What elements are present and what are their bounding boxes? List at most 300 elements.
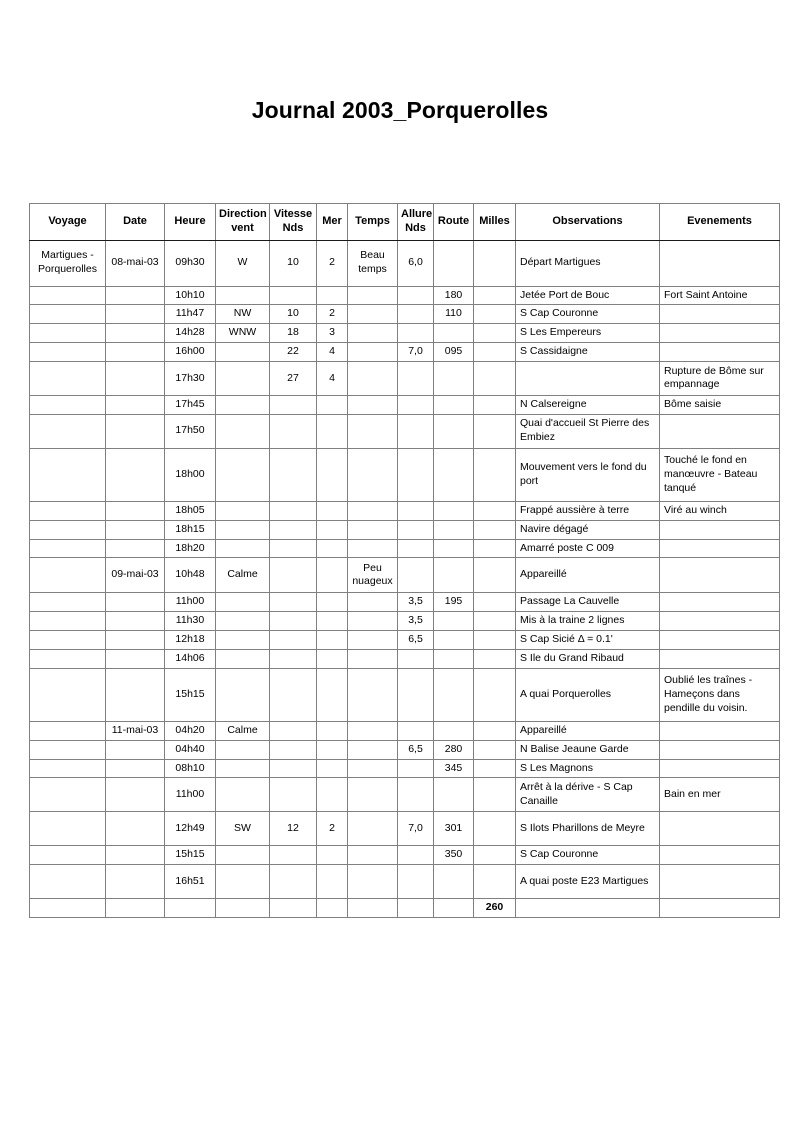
- cell-route: [434, 649, 474, 668]
- cell-temps: [348, 361, 398, 395]
- cell-temps: [348, 305, 398, 324]
- table-header: [30, 204, 780, 241]
- cell-date: [106, 305, 165, 324]
- cell-heure: 15h15: [165, 846, 216, 865]
- cell-voyage: [30, 395, 106, 414]
- cell-vitesse-nds: [270, 865, 317, 899]
- cell-route: [434, 631, 474, 650]
- table-row: [30, 240, 780, 286]
- logbook-table-container: [29, 203, 779, 918]
- cell-milles: [474, 395, 516, 414]
- cell-direction-vent: NW: [216, 305, 270, 324]
- cell-route: 195: [434, 593, 474, 612]
- cell-date: 11-mai-03: [106, 721, 165, 740]
- cell-heure: 09h30: [165, 240, 216, 286]
- cell-mer: [317, 846, 348, 865]
- cell-mer: [317, 759, 348, 778]
- cell-allure-nds: 7,0: [398, 343, 434, 362]
- cell-observations: Frappé aussière à terre: [516, 501, 660, 520]
- table-row: [30, 631, 780, 650]
- cell-heure: 11h00: [165, 778, 216, 812]
- cell-voyage: [30, 448, 106, 501]
- cell-evenements: Viré au winch: [660, 501, 780, 520]
- cell-temps: [348, 759, 398, 778]
- cell-observations: Appareillé: [516, 721, 660, 740]
- table-row: [30, 448, 780, 501]
- cell-vitesse-nds: 18: [270, 324, 317, 343]
- cell-route: 110: [434, 305, 474, 324]
- cell-date: 09-mai-03: [106, 558, 165, 593]
- cell-temps: [348, 520, 398, 539]
- cell-mer: [317, 649, 348, 668]
- cell-mer: 4: [317, 343, 348, 362]
- cell-observations: Mis à la traine 2 lignes: [516, 612, 660, 631]
- cell-evenements: Bain en mer: [660, 778, 780, 812]
- cell-voyage: [30, 812, 106, 846]
- cell-allure-nds: [398, 846, 434, 865]
- cell-heure: 11h00: [165, 593, 216, 612]
- cell-observations: S Cap Sicié Δ = 0.1': [516, 631, 660, 650]
- table-total-row: [30, 899, 780, 918]
- cell-milles: [474, 778, 516, 812]
- cell-heure: 14h28: [165, 324, 216, 343]
- cell-direction-vent: [216, 899, 270, 918]
- cell-allure-nds: [398, 361, 434, 395]
- cell-heure: 04h40: [165, 740, 216, 759]
- cell-observations: N Calsereigne: [516, 395, 660, 414]
- cell-direction-vent: Calme: [216, 558, 270, 593]
- cell-mer: [317, 899, 348, 918]
- cell-milles: 260: [474, 899, 516, 918]
- cell-temps: [348, 501, 398, 520]
- cell-heure: 15h15: [165, 668, 216, 721]
- table-row: [30, 361, 780, 395]
- cell-voyage: [30, 865, 106, 899]
- cell-heure: [165, 899, 216, 918]
- cell-voyage: [30, 721, 106, 740]
- cell-direction-vent: [216, 649, 270, 668]
- cell-date: [106, 593, 165, 612]
- cell-route: 350: [434, 846, 474, 865]
- cell-route: [434, 240, 474, 286]
- cell-temps: [348, 448, 398, 501]
- cell-vitesse-nds: [270, 899, 317, 918]
- cell-allure-nds: [398, 899, 434, 918]
- cell-mer: [317, 593, 348, 612]
- cell-date: [106, 612, 165, 631]
- cell-allure-nds: 7,0: [398, 812, 434, 846]
- cell-route: [434, 324, 474, 343]
- cell-milles: [474, 631, 516, 650]
- cell-vitesse-nds: [270, 448, 317, 501]
- cell-evenements: [660, 649, 780, 668]
- cell-observations: S Cassidaigne: [516, 343, 660, 362]
- cell-vitesse-nds: 12: [270, 812, 317, 846]
- cell-observations: Appareillé: [516, 558, 660, 593]
- cell-heure: 17h50: [165, 414, 216, 448]
- table-row: [30, 778, 780, 812]
- cell-vitesse-nds: [270, 740, 317, 759]
- cell-milles: [474, 558, 516, 593]
- cell-vitesse-nds: [270, 668, 317, 721]
- cell-date: [106, 740, 165, 759]
- cell-evenements: [660, 324, 780, 343]
- cell-allure-nds: [398, 668, 434, 721]
- cell-evenements: [660, 558, 780, 593]
- cell-observations: S Les Empereurs: [516, 324, 660, 343]
- cell-milles: [474, 305, 516, 324]
- cell-milles: [474, 812, 516, 846]
- table-row: [30, 649, 780, 668]
- cell-allure-nds: [398, 649, 434, 668]
- cell-milles: [474, 721, 516, 740]
- cell-vitesse-nds: [270, 721, 317, 740]
- cell-temps: [348, 343, 398, 362]
- cell-mer: [317, 448, 348, 501]
- cell-mer: [317, 668, 348, 721]
- cell-allure-nds: [398, 305, 434, 324]
- cell-allure-nds: 3,5: [398, 612, 434, 631]
- cell-temps: [348, 324, 398, 343]
- cell-observations: S Cap Couronne: [516, 846, 660, 865]
- cell-voyage: Martigues - Porquerolles: [30, 240, 106, 286]
- cell-evenements: [660, 759, 780, 778]
- cell-heure: 16h51: [165, 865, 216, 899]
- cell-heure: 12h18: [165, 631, 216, 650]
- cell-observations: Navire dégagé: [516, 520, 660, 539]
- cell-date: [106, 361, 165, 395]
- cell-evenements: [660, 305, 780, 324]
- cell-direction-vent: SW: [216, 812, 270, 846]
- cell-allure-nds: [398, 778, 434, 812]
- cell-milles: [474, 501, 516, 520]
- table-header-row: [30, 204, 780, 241]
- cell-voyage: [30, 343, 106, 362]
- cell-direction-vent: [216, 593, 270, 612]
- cell-milles: [474, 612, 516, 631]
- cell-heure: 18h00: [165, 448, 216, 501]
- cell-allure-nds: 6,5: [398, 740, 434, 759]
- table-row: [30, 324, 780, 343]
- cell-route: [434, 778, 474, 812]
- cell-temps: [348, 812, 398, 846]
- cell-heure: 18h15: [165, 520, 216, 539]
- table-row: [30, 721, 780, 740]
- table-row: [30, 520, 780, 539]
- cell-observations: Départ Martigues: [516, 240, 660, 286]
- cell-direction-vent: [216, 846, 270, 865]
- cell-allure-nds: [398, 520, 434, 539]
- cell-route: [434, 899, 474, 918]
- table-row: [30, 286, 780, 305]
- cell-direction-vent: [216, 414, 270, 448]
- table-row: [30, 414, 780, 448]
- cell-voyage: [30, 361, 106, 395]
- cell-observations: S Ile du Grand Ribaud: [516, 649, 660, 668]
- cell-vitesse-nds: [270, 631, 317, 650]
- cell-voyage: [30, 593, 106, 612]
- column-header-allure-nds: Allure Nds: [398, 204, 434, 241]
- cell-evenements: [660, 812, 780, 846]
- cell-temps: Peu nuageux: [348, 558, 398, 593]
- cell-evenements: [660, 721, 780, 740]
- cell-mer: [317, 740, 348, 759]
- cell-mer: [317, 778, 348, 812]
- cell-mer: [317, 865, 348, 899]
- cell-date: [106, 414, 165, 448]
- table-row: [30, 593, 780, 612]
- table-body: [30, 240, 780, 918]
- cell-allure-nds: [398, 414, 434, 448]
- cell-evenements: [660, 612, 780, 631]
- cell-temps: [348, 649, 398, 668]
- cell-date: [106, 649, 165, 668]
- cell-mer: [317, 539, 348, 558]
- cell-heure: 04h20: [165, 721, 216, 740]
- cell-allure-nds: [398, 448, 434, 501]
- cell-date: [106, 395, 165, 414]
- cell-vitesse-nds: [270, 414, 317, 448]
- cell-heure: 16h00: [165, 343, 216, 362]
- table-row: [30, 668, 780, 721]
- cell-milles: [474, 240, 516, 286]
- cell-vitesse-nds: [270, 501, 317, 520]
- cell-observations: S Ilots Pharillons de Meyre: [516, 812, 660, 846]
- cell-vitesse-nds: [270, 395, 317, 414]
- cell-direction-vent: W: [216, 240, 270, 286]
- cell-date: [106, 539, 165, 558]
- cell-direction-vent: [216, 539, 270, 558]
- table-row: [30, 395, 780, 414]
- cell-date: [106, 448, 165, 501]
- cell-allure-nds: 6,0: [398, 240, 434, 286]
- cell-vitesse-nds: 22: [270, 343, 317, 362]
- cell-milles: [474, 865, 516, 899]
- cell-temps: [348, 631, 398, 650]
- cell-milles: [474, 649, 516, 668]
- cell-mer: [317, 558, 348, 593]
- cell-date: [106, 324, 165, 343]
- cell-observations: Arrêt à la dérive - S Cap Canaille: [516, 778, 660, 812]
- table-row: [30, 558, 780, 593]
- cell-observations: Quai d'accueil St Pierre des Embiez: [516, 414, 660, 448]
- cell-evenements: [660, 539, 780, 558]
- cell-voyage: [30, 846, 106, 865]
- cell-voyage: [30, 414, 106, 448]
- cell-direction-vent: [216, 395, 270, 414]
- cell-heure: 12h49: [165, 812, 216, 846]
- cell-milles: [474, 361, 516, 395]
- cell-allure-nds: 3,5: [398, 593, 434, 612]
- cell-mer: [317, 520, 348, 539]
- cell-voyage: [30, 649, 106, 668]
- cell-route: 345: [434, 759, 474, 778]
- cell-temps: [348, 899, 398, 918]
- cell-vitesse-nds: [270, 558, 317, 593]
- cell-vitesse-nds: [270, 759, 317, 778]
- table-row: [30, 759, 780, 778]
- cell-allure-nds: [398, 558, 434, 593]
- cell-temps: [348, 612, 398, 631]
- cell-voyage: [30, 740, 106, 759]
- cell-route: [434, 668, 474, 721]
- cell-route: 095: [434, 343, 474, 362]
- table-row: [30, 343, 780, 362]
- cell-observations: N Balise Jeaune Garde: [516, 740, 660, 759]
- cell-direction-vent: [216, 668, 270, 721]
- cell-route: [434, 558, 474, 593]
- cell-allure-nds: [398, 721, 434, 740]
- cell-vitesse-nds: [270, 539, 317, 558]
- column-header-heure: Heure: [165, 204, 216, 241]
- cell-observations: A quai poste E23 Martigues: [516, 865, 660, 899]
- cell-voyage: [30, 612, 106, 631]
- column-header-voyage: Voyage: [30, 204, 106, 241]
- cell-milles: [474, 539, 516, 558]
- cell-route: [434, 501, 474, 520]
- cell-mer: [317, 501, 348, 520]
- cell-milles: [474, 520, 516, 539]
- cell-date: [106, 631, 165, 650]
- cell-direction-vent: WNW: [216, 324, 270, 343]
- cell-mer: 2: [317, 305, 348, 324]
- cell-voyage: [30, 324, 106, 343]
- cell-vitesse-nds: [270, 846, 317, 865]
- table-row: [30, 846, 780, 865]
- cell-direction-vent: [216, 448, 270, 501]
- cell-date: [106, 520, 165, 539]
- cell-evenements: Fort Saint Antoine: [660, 286, 780, 305]
- cell-observations: Amarré poste C 009: [516, 539, 660, 558]
- cell-observations: S Cap Couronne: [516, 305, 660, 324]
- cell-date: [106, 846, 165, 865]
- table-row: [30, 539, 780, 558]
- column-header-mer: Mer: [317, 204, 348, 241]
- cell-vitesse-nds: [270, 593, 317, 612]
- cell-evenements: [660, 740, 780, 759]
- cell-temps: [348, 846, 398, 865]
- cell-observations: [516, 361, 660, 395]
- column-header-milles: Milles: [474, 204, 516, 241]
- cell-heure: 11h30: [165, 612, 216, 631]
- cell-mer: [317, 414, 348, 448]
- cell-allure-nds: 6,5: [398, 631, 434, 650]
- cell-evenements: [660, 846, 780, 865]
- cell-direction-vent: [216, 778, 270, 812]
- cell-vitesse-nds: 10: [270, 240, 317, 286]
- cell-temps: Beau temps: [348, 240, 398, 286]
- column-header-evenements: Evenements: [660, 204, 780, 241]
- cell-voyage: [30, 759, 106, 778]
- cell-mer: [317, 721, 348, 740]
- cell-route: [434, 721, 474, 740]
- cell-voyage: [30, 501, 106, 520]
- cell-route: 180: [434, 286, 474, 305]
- cell-date: [106, 865, 165, 899]
- cell-date: [106, 899, 165, 918]
- column-header-vitesse-nds: Vitesse Nds: [270, 204, 317, 241]
- cell-milles: [474, 286, 516, 305]
- cell-allure-nds: [398, 865, 434, 899]
- cell-vitesse-nds: [270, 612, 317, 631]
- cell-direction-vent: [216, 501, 270, 520]
- cell-temps: [348, 395, 398, 414]
- cell-direction-vent: [216, 865, 270, 899]
- cell-evenements: [660, 631, 780, 650]
- table-row: [30, 865, 780, 899]
- cell-mer: [317, 286, 348, 305]
- cell-allure-nds: [398, 286, 434, 305]
- cell-milles: [474, 414, 516, 448]
- cell-direction-vent: [216, 631, 270, 650]
- cell-route: [434, 395, 474, 414]
- cell-temps: [348, 414, 398, 448]
- cell-evenements: [660, 240, 780, 286]
- cell-observations: S Les Magnons: [516, 759, 660, 778]
- table-row: [30, 501, 780, 520]
- cell-vitesse-nds: 27: [270, 361, 317, 395]
- cell-heure: 11h47: [165, 305, 216, 324]
- cell-route: 280: [434, 740, 474, 759]
- cell-route: [434, 361, 474, 395]
- cell-mer: [317, 612, 348, 631]
- cell-date: [106, 286, 165, 305]
- cell-evenements: [660, 520, 780, 539]
- cell-observations: [516, 899, 660, 918]
- cell-direction-vent: [216, 520, 270, 539]
- cell-temps: [348, 865, 398, 899]
- cell-heure: 14h06: [165, 649, 216, 668]
- cell-voyage: [30, 631, 106, 650]
- column-header-date: Date: [106, 204, 165, 241]
- cell-date: [106, 759, 165, 778]
- cell-observations: Mouvement vers le fond du port: [516, 448, 660, 501]
- cell-route: [434, 414, 474, 448]
- cell-direction-vent: [216, 343, 270, 362]
- cell-temps: [348, 668, 398, 721]
- column-header-direction-vent: Direction vent: [216, 204, 270, 241]
- cell-heure: 10h10: [165, 286, 216, 305]
- cell-allure-nds: [398, 759, 434, 778]
- cell-evenements: [660, 899, 780, 918]
- cell-milles: [474, 668, 516, 721]
- cell-mer: [317, 631, 348, 650]
- cell-date: [106, 778, 165, 812]
- page-title: Journal 2003_Porquerolles: [251, 97, 549, 123]
- cell-route: [434, 865, 474, 899]
- cell-route: [434, 448, 474, 501]
- cell-evenements: Touché le fond en manœuvre - Bateau tanqué: [660, 448, 780, 501]
- cell-temps: [348, 740, 398, 759]
- cell-milles: [474, 593, 516, 612]
- cell-direction-vent: [216, 740, 270, 759]
- table-row: [30, 305, 780, 324]
- cell-mer: 4: [317, 361, 348, 395]
- cell-vitesse-nds: 10: [270, 305, 317, 324]
- cell-evenements: Oublié les traînes - Hameçons dans pendille du voisin.: [660, 668, 780, 721]
- column-header-observations: Observations: [516, 204, 660, 241]
- cell-vitesse-nds: [270, 778, 317, 812]
- cell-evenements: Rupture de Bôme sur empannage: [660, 361, 780, 395]
- cell-evenements: [660, 414, 780, 448]
- cell-heure: 08h10: [165, 759, 216, 778]
- cell-route: [434, 539, 474, 558]
- cell-date: [106, 812, 165, 846]
- cell-allure-nds: [398, 501, 434, 520]
- cell-vitesse-nds: [270, 649, 317, 668]
- cell-milles: [474, 846, 516, 865]
- cell-voyage: [30, 286, 106, 305]
